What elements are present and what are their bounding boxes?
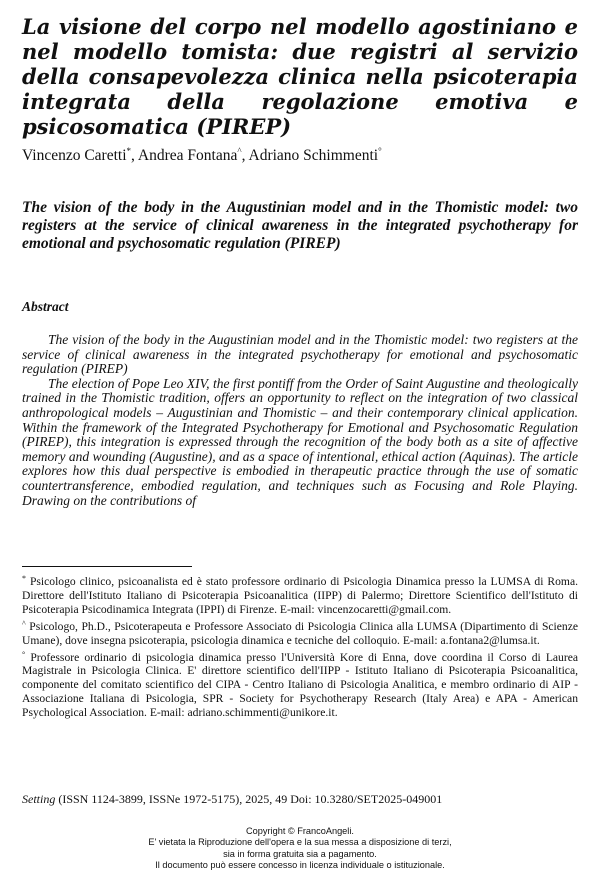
author-mark: * bbox=[126, 146, 132, 156]
abstract-paragraph: The election of Pope Leo XIV, the first pontiff from the Order of Saint Augustine and theologically trained in the Thomistic tradition, offers an opportunity to reflect on the integration of two classical anthropological models – Augustinian and Thomistic – and their contemporary clinical application. Within the framework of the Integrated Psychotherapy for Emotional and Psychosomatic Regulation (PIREP), this integration is expressed through the recognition of the body both as a site of affective memory and wounding (Augustine), and as a space of intentional, ethical action (Aquinas). The article explores how this dual perspective is embodied in therapeutic practice through the use of somatic countertransference, embodied regulation, and techniques such as Focusing and Role Playing. Drawing on the contributions of bbox=[22, 375, 578, 508]
citation-details: (ISSN 1124-3899, ISSNe 1972-5175), 2025, 49 Doi: 10.3280/SET2025-049001 bbox=[55, 792, 443, 806]
author-line bbox=[22, 141, 578, 166]
footnote bbox=[22, 572, 578, 617]
english-title: The vision of the body in the Augustinian model and in the Thomistic model: two registers at the service of clinical awareness in the integrated psychotherapy for emotional and psychosomatic regulation (PIREP) bbox=[22, 199, 578, 252]
copyright-line: Il documento può essere concesso in licenza individuale o istituzionale. bbox=[155, 859, 445, 870]
copyright-line: E' vietata la Riproduzione dell'opera e la sua messa a disposizione di terzi, bbox=[148, 837, 452, 848]
footnote bbox=[22, 648, 578, 721]
author-mark: ^ bbox=[237, 146, 242, 156]
author-name: Adriano Schimmenti bbox=[248, 147, 379, 164]
author-mark: ° bbox=[378, 146, 382, 156]
abstract-body bbox=[22, 333, 578, 508]
copyright-line: Copyright © FrancoAngeli. bbox=[246, 826, 354, 836]
footnotes bbox=[22, 572, 578, 720]
author-separator: , bbox=[131, 147, 138, 164]
journal-name: Setting bbox=[22, 792, 56, 806]
footnote-mark: ° bbox=[22, 649, 26, 659]
abstract-paragraph: The vision of the body in the Augustinian model and in the Thomistic model: two registers at the service of clinical awareness in the integrated psychotherapy for emotional and psychosomatic regulation (PIREP) bbox=[22, 332, 578, 377]
citation-line bbox=[22, 792, 578, 807]
footnote-divider bbox=[22, 566, 192, 567]
footnote-text: Professore ordinario di psicologia dinamica presso l'Università Kore di Enna, dove coordina il Corso di Laurea Magistrale in Psicologia Clinica. E' direttore scientifico dell'IIPP - Istituto Italiano di Psicoterapia Psicoanalitica, componente del comitato scientifico del CIPA - Centro Italiano di Psicologia Analitica, e membro ordinario di AIP - Associazione Italiana di Psicologia, SPR - Society for Psychotherapy Research (Italy Area) e APA - American Psychological Association. E-mail: adriano.schimmenti@unikore.it. bbox=[22, 650, 578, 720]
copyright-notice bbox=[0, 826, 600, 871]
abstract-heading: Abstract bbox=[22, 299, 69, 314]
footnote bbox=[22, 617, 578, 648]
footnote-text: Psicologo clinico, psicoanalista ed è stato professore ordinario di Psicologia Dinamica presso la LUMSA di Roma. Direttore dell'Istituto Italiano di Psicoterapia Psicoanalitica (IIPP) di Palermo; Direttore Scientifico dell'Istituto di Psicoterapia Psicodinamica Integrata (IPPI) di Firenze. E-mail: vincenzocaretti@gmail.com. bbox=[22, 575, 578, 616]
footnote-mark: ^ bbox=[22, 618, 26, 628]
copyright-line: sia in forma gratuita sia a pagamento. bbox=[223, 848, 377, 859]
article-title: La visione del corpo nel modello agostiniano e nel modello tomista: due registri al servizio della consapevolezza clinica nella psicoterapia integrata della regolazione emotiva e psicosomatica (PIREP) bbox=[22, 14, 578, 139]
author-name: Vincenzo Caretti bbox=[22, 147, 127, 164]
author-name: Andrea Fontana bbox=[137, 147, 238, 164]
author-separator: , bbox=[241, 147, 249, 164]
footnote-text: Psicologo, Ph.D., Psicoterapeuta e Professore Associato di Psicologia Clinica alla LUMSA (Dipartimento di Scienze Umane), dove insegna psicoterapia, psicologia dinamica e tecniche del colloquio. E-mail: a.fontana2@lumsa.it. bbox=[22, 619, 578, 647]
footnote-mark: * bbox=[22, 574, 26, 583]
